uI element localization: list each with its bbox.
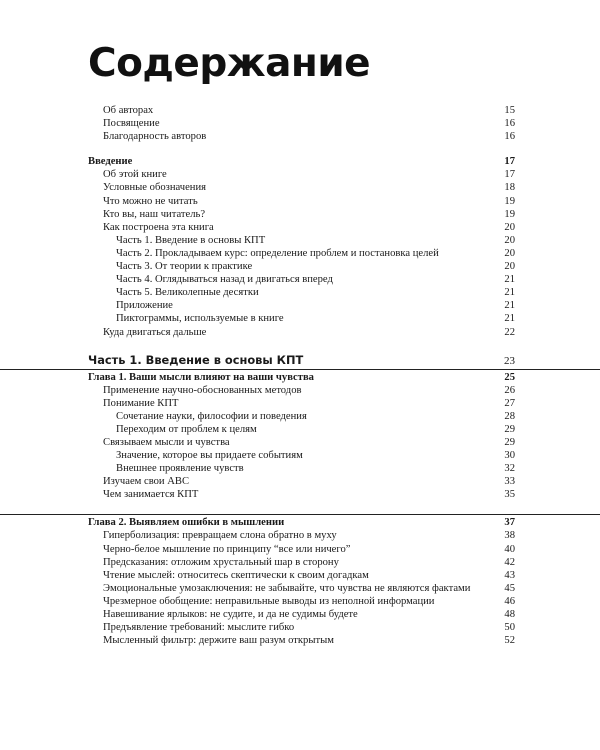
toc-entry[interactable] bbox=[0, 326, 600, 339]
toc-section-heading[interactable] bbox=[0, 155, 600, 168]
toc-entry[interactable] bbox=[0, 488, 600, 501]
toc-entry-title: Благодарность авторов bbox=[103, 131, 207, 143]
toc-entry-title: Внешнее проявление чувств bbox=[116, 463, 244, 475]
toc-entry-page: 38 bbox=[504, 530, 515, 542]
toc-entry[interactable] bbox=[0, 529, 600, 542]
toc-entry[interactable] bbox=[0, 195, 600, 208]
toc-entry-title: Чтение мыслей: относитесь скептически к своим догадкам bbox=[103, 569, 369, 581]
toc-entry[interactable] bbox=[0, 436, 600, 449]
toc-subentry[interactable] bbox=[0, 423, 600, 436]
toc-subentry[interactable] bbox=[0, 462, 600, 475]
toc-entry[interactable] bbox=[0, 130, 600, 143]
toc-chapter-heading[interactable] bbox=[0, 369, 600, 384]
toc-subentry[interactable] bbox=[0, 260, 600, 273]
toc-entry[interactable] bbox=[0, 582, 600, 595]
toc-entry-title: Понимание КПТ bbox=[103, 397, 179, 409]
toc-part-1 bbox=[0, 352, 600, 502]
toc-entry-page: 52 bbox=[504, 635, 515, 647]
toc-entry-title: Часть 4. Оглядываться назад и двигаться вперед bbox=[116, 274, 333, 286]
toc-entry-page: 25 bbox=[504, 371, 515, 383]
toc-entry-page: 20 bbox=[504, 234, 515, 246]
toc-entry[interactable] bbox=[0, 543, 600, 556]
toc-entry-title: Условные обозначения bbox=[103, 182, 207, 194]
toc-entry-title: Глава 1. Ваши мысли влияют на ваши чувства bbox=[88, 371, 314, 383]
toc-entry-title: Переходим от проблем к целям bbox=[116, 423, 257, 435]
toc-entry-page: 15 bbox=[504, 105, 515, 116]
toc-entry-title: Эмоциональные умозаключения: не забывайте, что чувства не являются фактами bbox=[103, 582, 471, 594]
toc-chapter-heading[interactable] bbox=[0, 514, 600, 529]
table-of-contents bbox=[0, 104, 600, 647]
toc-entry-page: 48 bbox=[504, 609, 515, 620]
toc-subentry[interactable] bbox=[0, 234, 600, 247]
toc-entry[interactable] bbox=[0, 221, 600, 234]
toc-subentry[interactable] bbox=[0, 449, 600, 462]
toc-entry[interactable] bbox=[0, 569, 600, 582]
toc-entry-title: Часть 3. От теории к практике bbox=[116, 261, 253, 273]
toc-subentry[interactable] bbox=[0, 312, 600, 325]
toc-entry-title: Об этой книге bbox=[103, 169, 167, 181]
toc-entry-page: 20 bbox=[504, 261, 515, 273]
toc-entry-title: Применение научно-обоснованных методов bbox=[103, 384, 302, 396]
toc-entry[interactable] bbox=[0, 104, 600, 117]
toc-entry-title: Связываем мысли и чувства bbox=[103, 436, 230, 448]
toc-entry[interactable] bbox=[0, 208, 600, 221]
page-title: Содержание bbox=[88, 41, 371, 86]
toc-entry-title: Изучаем свои ABC bbox=[103, 476, 190, 488]
toc-entry-title: Что можно не читать bbox=[103, 195, 198, 207]
toc-entry-title: Пиктограммы, используемые в книге bbox=[116, 313, 284, 325]
toc-entry-page: 26 bbox=[504, 384, 515, 396]
toc-entry[interactable] bbox=[0, 168, 600, 181]
toc-entry-title: Глава 2. Выявляем ошибки в мышлении bbox=[88, 517, 285, 529]
toc-entry[interactable] bbox=[0, 117, 600, 130]
toc-entry-title: Черно-белое мышление по принципу “все или ничего” bbox=[103, 543, 351, 555]
toc-subentry[interactable] bbox=[0, 247, 600, 260]
toc-chapter-2 bbox=[0, 514, 600, 647]
toc-entry-page: 22 bbox=[504, 326, 515, 338]
toc-entry-title: Навешивание ярлыков: не судите, и да не судимы будете bbox=[103, 609, 358, 620]
toc-entry-title: Гиперболизация: превращаем слона обратно в муху bbox=[103, 530, 337, 542]
toc-entry-page: 37 bbox=[504, 517, 515, 529]
toc-entry-page: 17 bbox=[504, 156, 515, 168]
toc-entry-title: Предъявление требований: мыслите гибко bbox=[103, 622, 295, 634]
toc-entry-page: 19 bbox=[504, 195, 515, 207]
toc-introduction bbox=[0, 155, 600, 338]
toc-entry-title: Часть 2. Прокладываем курс: определение проблем и постановка целей bbox=[116, 247, 439, 259]
toc-entry-page: 33 bbox=[504, 476, 515, 488]
toc-entry-title: Сочетание науки, философии и поведения bbox=[116, 410, 307, 422]
toc-entry[interactable] bbox=[0, 181, 600, 194]
toc-entry-page: 23 bbox=[504, 354, 515, 367]
toc-subentry[interactable] bbox=[0, 410, 600, 423]
toc-entry-page: 35 bbox=[504, 489, 515, 501]
toc-entry-page: 20 bbox=[504, 247, 515, 259]
toc-entry[interactable] bbox=[0, 634, 600, 647]
toc-subentry[interactable] bbox=[0, 299, 600, 312]
toc-entry-title: Посвящение bbox=[103, 118, 160, 130]
toc-entry-title: Кто вы, наш читатель? bbox=[103, 208, 206, 220]
toc-entry-title: Часть 5. Великолепные десятки bbox=[116, 287, 259, 299]
toc-entry-page: 28 bbox=[504, 410, 515, 422]
toc-entry-page: 43 bbox=[504, 569, 515, 581]
toc-entry-page: 32 bbox=[504, 463, 515, 475]
toc-entry[interactable] bbox=[0, 475, 600, 488]
toc-entry-title: Значение, которое вы придаете событиям bbox=[116, 450, 303, 462]
toc-entry-page: 50 bbox=[504, 622, 515, 634]
toc-subentry[interactable] bbox=[0, 273, 600, 286]
toc-entry-page: 18 bbox=[504, 182, 515, 194]
toc-entry-page: 16 bbox=[504, 118, 515, 130]
toc-entry[interactable] bbox=[0, 384, 600, 397]
toc-entry-title: Предсказания: отложим хрустальный шар в сторону bbox=[103, 556, 339, 568]
toc-part-heading[interactable] bbox=[0, 352, 600, 369]
toc-subentry[interactable] bbox=[0, 286, 600, 299]
toc-entry-page: 45 bbox=[504, 582, 515, 594]
toc-entry[interactable] bbox=[0, 621, 600, 634]
toc-entry-page: 29 bbox=[504, 423, 515, 435]
toc-entry-page: 27 bbox=[504, 397, 515, 409]
toc-entry-title: Об авторах bbox=[103, 105, 154, 116]
toc-entry-page: 19 bbox=[504, 208, 515, 220]
toc-entry-title: Мысленный фильтр: держите ваш разум открытым bbox=[103, 635, 334, 647]
toc-entry-page: 30 bbox=[504, 450, 515, 462]
toc-entry-title: Чрезмерное обобщение: неправильные выводы из неполной информации bbox=[103, 595, 435, 607]
toc-entry-page: 40 bbox=[504, 543, 515, 555]
toc-entry-page: 21 bbox=[504, 287, 515, 299]
toc-entry[interactable] bbox=[0, 397, 600, 410]
toc-entry-page: 46 bbox=[504, 595, 515, 607]
toc-front-matter bbox=[0, 104, 600, 143]
toc-entry[interactable] bbox=[0, 556, 600, 569]
toc-entry-title: Чем занимается КПТ bbox=[103, 489, 199, 501]
toc-entry-page: 29 bbox=[504, 436, 515, 448]
toc-entry-title: Приложение bbox=[116, 300, 173, 312]
toc-entry-title: Как построена эта книга bbox=[103, 221, 214, 233]
toc-entry[interactable] bbox=[0, 595, 600, 608]
toc-entry-title: Часть 1. Введение в основы КПТ bbox=[116, 234, 266, 246]
toc-entry[interactable] bbox=[0, 608, 600, 621]
toc-entry-title: Куда двигаться дальше bbox=[103, 326, 207, 338]
toc-entry-title: Введение bbox=[88, 156, 133, 168]
toc-entry-page: 21 bbox=[504, 300, 515, 312]
toc-entry-page: 42 bbox=[504, 556, 515, 568]
toc-entry-page: 16 bbox=[504, 131, 515, 143]
toc-entry-page: 17 bbox=[504, 169, 515, 181]
toc-entry-page: 21 bbox=[504, 274, 515, 286]
toc-entry-page: 20 bbox=[504, 221, 515, 233]
toc-entry-page: 21 bbox=[504, 313, 515, 325]
toc-entry-title: Часть 1. Введение в основы КПТ bbox=[88, 352, 304, 367]
